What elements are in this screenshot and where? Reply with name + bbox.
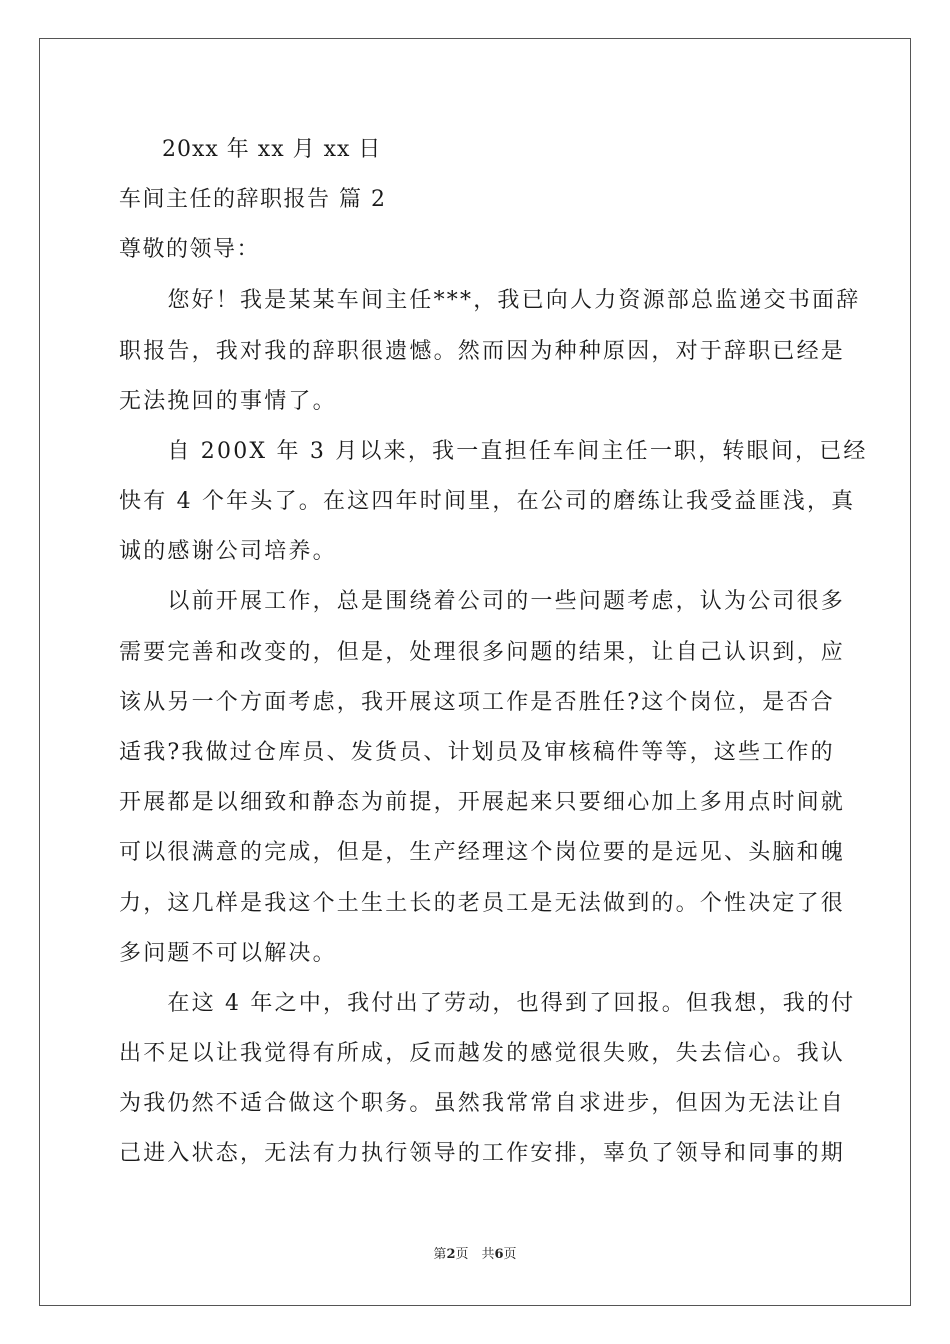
footer-page-prefix: 第 bbox=[433, 1247, 447, 1262]
body-line: 诚的感谢公司培养。 bbox=[119, 539, 337, 564]
letter-date: 20xx 年 xx 月 xx 日 bbox=[162, 137, 382, 162]
document-title: 车间主任的辞职报告 篇 2 bbox=[119, 187, 387, 212]
footer-page-mid: 页 共 bbox=[455, 1247, 495, 1262]
body-line: 开展都是以细致和静态为前提，开展起来只要细心加上多用点时间就 bbox=[119, 790, 846, 815]
body-line: 多问题不可以解决。 bbox=[119, 941, 337, 966]
body-line: 在这 4 年之中，我付出了劳动，也得到了回报。但我想，我的付 bbox=[119, 991, 856, 1016]
body-line: 可以很满意的完成，但是，生产经理这个岗位要的是远见、头脑和魄 bbox=[119, 840, 846, 865]
body-line: 无法挽回的事情了。 bbox=[119, 389, 337, 414]
body-line: 您好！我是某某车间主任***，我已向人力资源部总监递交书面辞 bbox=[119, 288, 861, 313]
body-line: 力，这几样是我这个土生土长的老员工是无法做到的。个性决定了很 bbox=[119, 891, 846, 916]
total-page-count: 6 bbox=[494, 1247, 504, 1262]
body-line: 需要完善和改变的，但是，处理很多问题的结果，让自己认识到，应 bbox=[119, 640, 846, 665]
body-line: 职报告，我对我的辞职很遗憾。然而因为种种原因，对于辞职已经是 bbox=[119, 339, 846, 364]
page-number-footer bbox=[0, 1246, 950, 1264]
body-line: 己进入状态，无法有力执行领导的工作安排，辜负了领导和同事的期 bbox=[119, 1141, 846, 1166]
body-line: 自 200X 年 3 月以来，我一直担任车间主任一职，转眼间，已经 bbox=[119, 439, 868, 464]
body-line: 该从另一个方面考虑，我开展这项工作是否胜任?这个岗位，是否合 bbox=[119, 690, 835, 715]
salutation: 尊敬的领导： bbox=[119, 237, 261, 262]
footer-page-suffix: 页 bbox=[503, 1247, 517, 1262]
body-line: 快有 4 个年头了。在这四年时间里，在公司的磨练让我受益匪浅，真 bbox=[119, 489, 856, 514]
body-line: 以前开展工作，总是围绕着公司的一些问题考虑，认为公司很多 bbox=[119, 589, 846, 614]
current-page-number: 2 bbox=[446, 1247, 456, 1262]
body-line: 出不足以让我觉得有所成，反而越发的感觉很失败，失去信心。我认 bbox=[119, 1041, 846, 1066]
body-line: 适我?我做过仓库员、发货员、计划员及审核稿件等等，这些工作的 bbox=[119, 740, 835, 765]
body-line: 为我仍然不适合做这个职务。虽然我常常自求进步，但因为无法让自 bbox=[119, 1091, 846, 1116]
